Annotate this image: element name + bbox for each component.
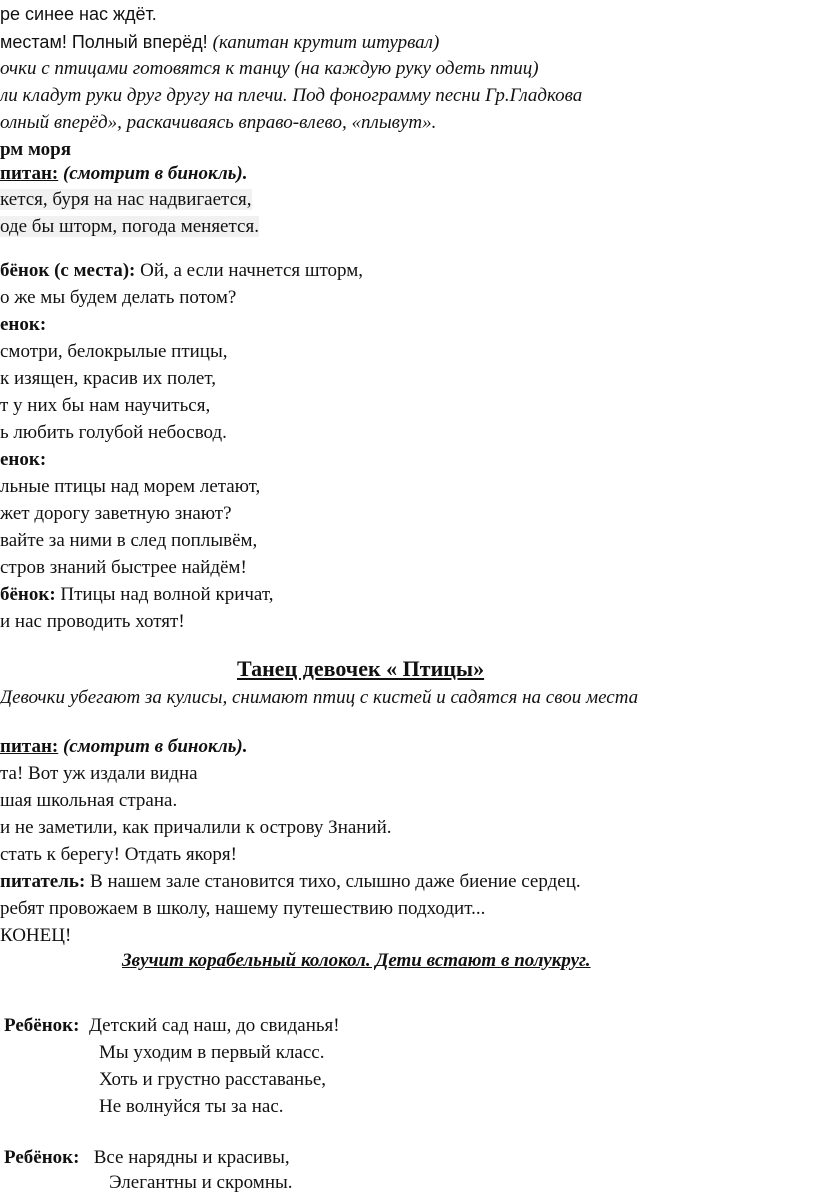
stage-direction: Девочки убегают за кулисы, снимают птиц с кистей и садятся на свои места: [0, 687, 639, 708]
stage-direction: ли кладут руки друг другу на плечи. Под фонограмму песни Гр.Гладкова: [0, 85, 583, 106]
section-heading: рм моря: [0, 139, 72, 160]
speech-text: Птицы над волной кричат,: [55, 584, 274, 605]
speaker-label: питатель:: [0, 871, 86, 892]
text-line: стать к берегу! Отдать якоря!: [0, 844, 237, 865]
text-line: Не волнуйся ты за нас.: [99, 1096, 284, 1117]
speech-text: В нашем зале становится тихо, слышно даже биение сердец.: [85, 871, 581, 892]
speaker-label: енок:: [0, 449, 47, 470]
speaker-line: [0, 162, 248, 186]
speaker-label: енок:: [0, 314, 47, 335]
speaker-line: [0, 735, 248, 759]
text-line: вайте за ними в след поплывём,: [0, 530, 258, 551]
text-line: КОНЕЦ!: [0, 925, 72, 946]
text-line: т у них бы нам научиться,: [0, 395, 211, 416]
text-line: к изящен, красив их полет,: [0, 368, 216, 389]
text-line: и не заметили, как причалили к острову Знаний.: [0, 817, 392, 838]
speaker-line: [0, 259, 363, 283]
section-title: Танец девочек « Птицы»: [237, 656, 485, 681]
speaker-label: Ребёнок:: [4, 1147, 80, 1168]
stage-direction: (капитан крутит штурвал): [212, 32, 440, 53]
speaker-label: бёнок:: [0, 584, 56, 605]
stage-direction: (смотрит в бинокль).: [58, 736, 248, 757]
highlighted-text: кется, буря на нас надвигается,: [0, 189, 252, 210]
text-line: [0, 188, 252, 212]
text-line: жет дорогу заветную знают?: [0, 503, 232, 524]
stage-direction: (смотрит в бинокль).: [58, 163, 248, 184]
text-line: [0, 215, 259, 239]
text-line: Хоть и грустно расставанье,: [99, 1069, 327, 1090]
speaker-line: [0, 870, 581, 894]
speaker-label: бёнок (с места):: [0, 260, 136, 281]
speaker-label: питан:: [0, 163, 59, 184]
speech-text: Детский сад наш, до свиданья!: [79, 1015, 340, 1036]
text-line: шая школьная страна.: [0, 790, 178, 811]
speaker-line: [4, 1014, 340, 1038]
text-segment: местам! Полный вперёд!: [0, 32, 213, 52]
text-line: Мы уходим в первый класс.: [99, 1042, 325, 1063]
text-line: смотри, белокрылые птицы,: [0, 341, 228, 362]
speaker-line: [4, 1146, 290, 1170]
text-line: стров знаний быстрее найдём!: [0, 557, 247, 578]
highlighted-text: оде бы шторм, погода меняется.: [0, 216, 259, 237]
speech-text: Ой, а если начнется шторм,: [135, 260, 364, 281]
text-line: та! Вот уж издали видна: [0, 763, 198, 784]
text-line: о же мы будем делать потом?: [0, 287, 237, 308]
speaker-line: [0, 583, 273, 607]
text-line: ре синее нас ждёт.: [0, 4, 157, 24]
stage-direction: Звучит корабельный колокол. Дети встают в полукруг.: [122, 950, 591, 971]
speaker-label: питан:: [0, 736, 59, 757]
stage-direction: олный вперёд», раскачиваясь вправо-влево, «плывут».: [0, 112, 437, 133]
speaker-label: Ребёнок:: [4, 1015, 80, 1036]
text-line: Элегантны и скромны.: [109, 1172, 293, 1193]
text-line: [0, 30, 439, 55]
text-line: ребят провожаем в школу, нашему путешествию подходит...: [0, 898, 486, 919]
stage-direction: очки с птицами готовятся к танцу (на каждую руку одеть птиц): [0, 58, 539, 79]
text-line: и нас проводить хотят!: [0, 611, 185, 632]
text-line: льные птицы над морем летают,: [0, 476, 261, 497]
speech-text: Все нарядны и красивы,: [79, 1147, 290, 1168]
text-line: ь любить голубой небосвод.: [0, 422, 227, 443]
